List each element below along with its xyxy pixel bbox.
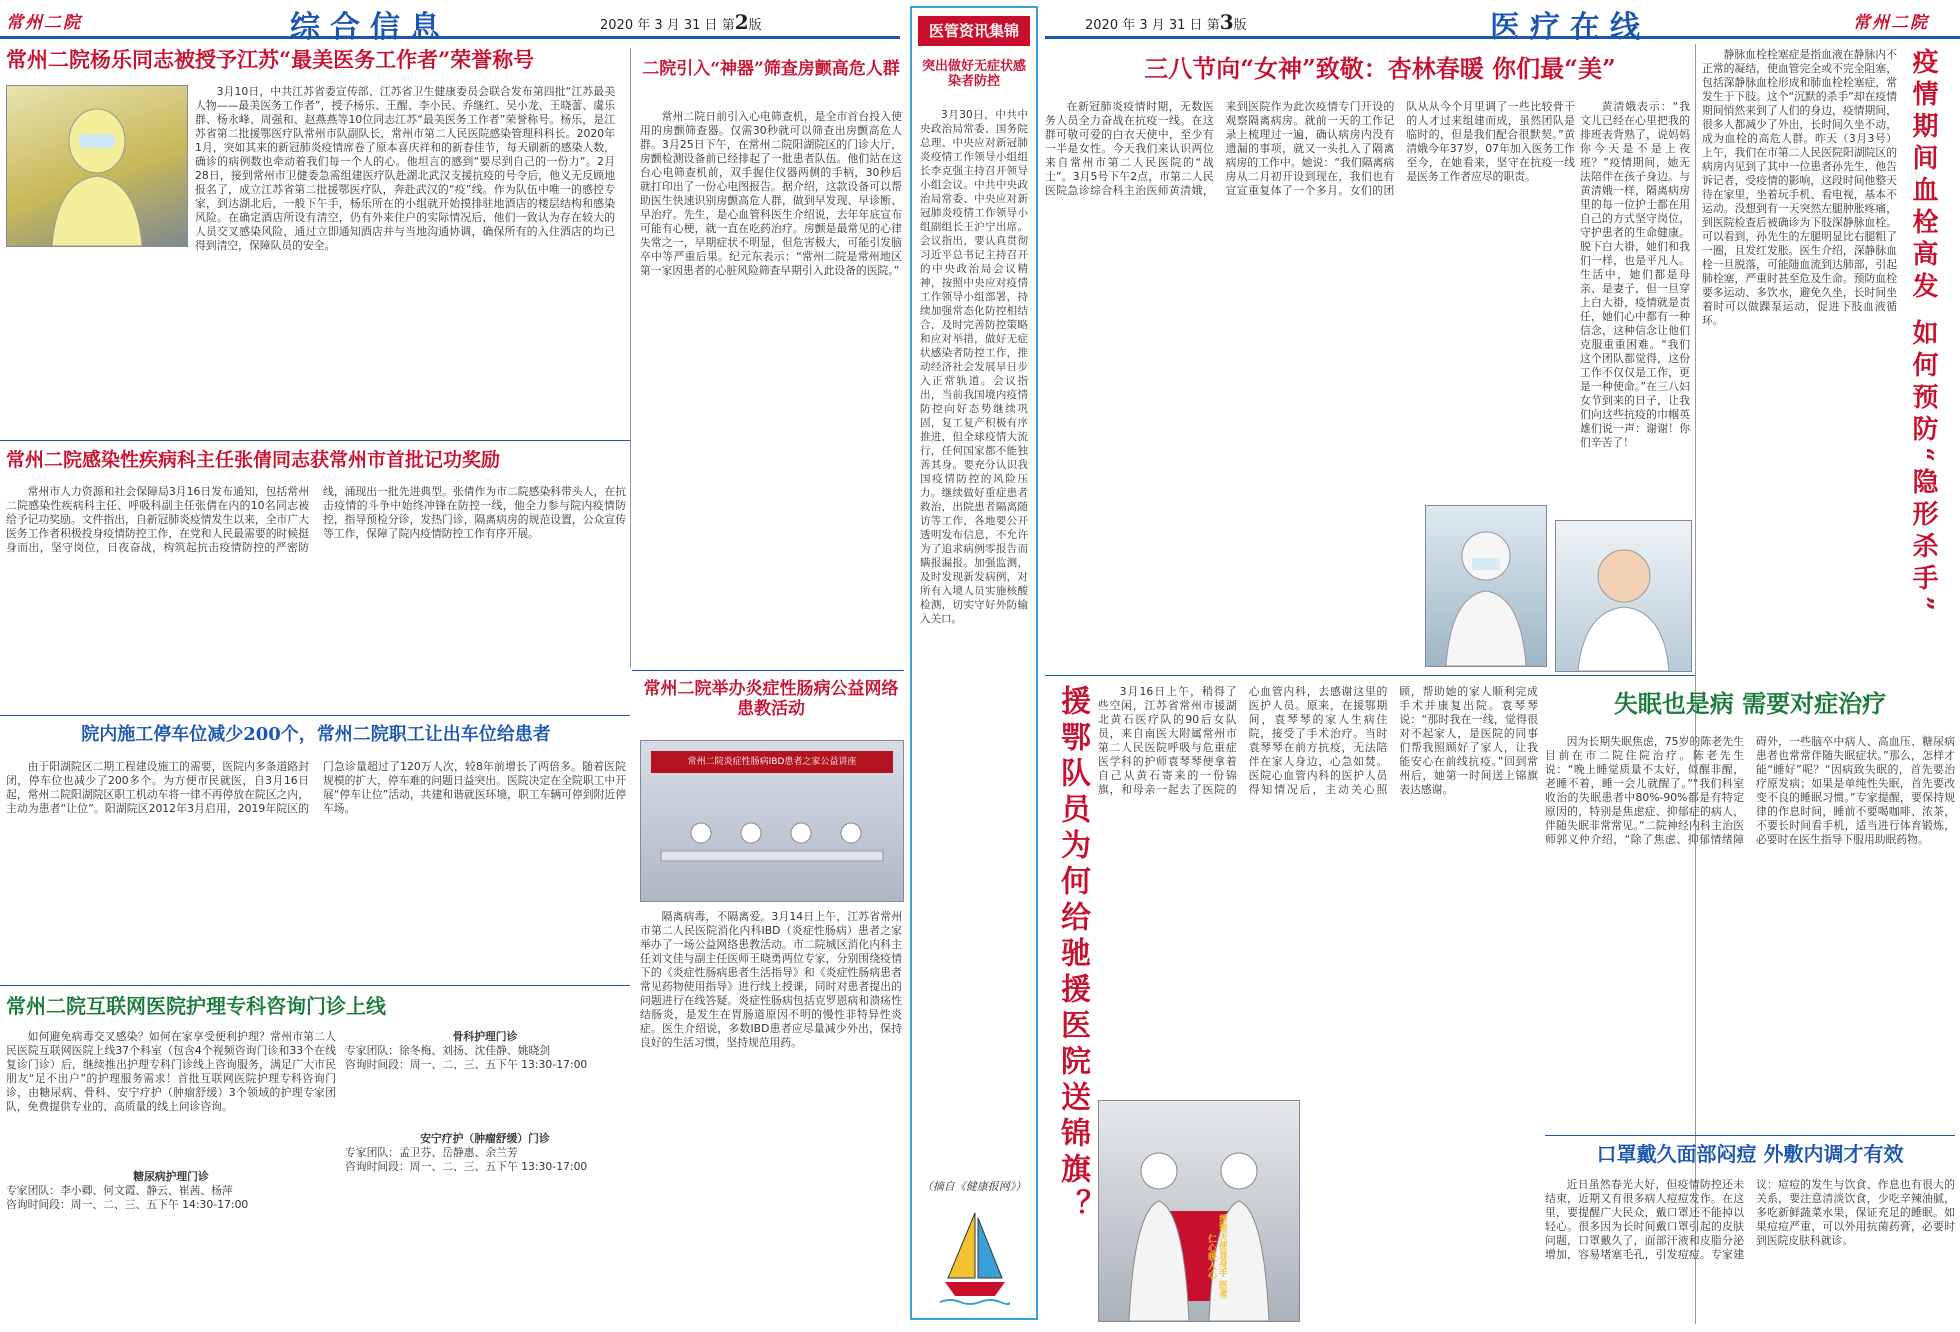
article3-headline: 院内施工停车位减少200个，常州二院职工让出车位给患者 <box>81 724 551 745</box>
page3-header-rule <box>1045 36 1960 39</box>
page3-col-rule <box>1695 44 1696 1324</box>
page2-col-rule-1 <box>630 48 631 668</box>
article6-top-rule <box>632 670 904 671</box>
article2-top-rule <box>0 440 630 441</box>
article8-photo-banner: 援鄂天使显身手 医者仁心暖人心 <box>1206 1213 1227 1299</box>
article10-headline: 口罩戴久面部闷痘 外敷内调才有效 <box>1596 1142 1904 1166</box>
page3-header <box>1045 0 1960 45</box>
article7-body-2: 黄清娥表示：“我文儿已经在心里把我的排班表背熟了，说妈妈你今天是不是上夜班？”疫情期间，她无法陪伴在孩子身边。与黄清娥一样，隔离病房里的每一位护士都在用自己的方式坚守岗位，守护患者的生命健康。脱下白大褂，她们和我们一样，也是平凡人。生活中，她们都是母亲、是妻子，但一旦穿上白大褂，疫情就是责任，她们心中都有一种信念，这种信念让他们克服重重困难。“我们这个团队都觉得，这份工作不仅仅是工作，更是一种使命。”在三八妇女节到来的日子，让我们向这些抗疫的巾帼英雄们说一声：谢谢！你们辛苦了！ <box>1580 100 1690 449</box>
article4-top-rule <box>0 985 630 986</box>
person-in-protective-suit-icon <box>7 86 187 246</box>
article11-vertical-headline: 疫情期间血栓高发 如何预防“隐形杀手” <box>1908 48 1938 617</box>
article9-body: 因为长期失眠焦虑，75岁的陈老先生目前在市二院住院治疗。陈老先生说：“晚上睡觉质量不太好，似醒非醒，老睡不着，睡一会儿就醒了。”“我们科室收治的失眠患者中80%-90%都是有特定原因的，特别是焦虑症、抑郁症的病人，伴随失眠非常常见。”二院神经内科主治医师郭义仲介绍，“除了焦虑、抑郁情绪障碍外，一些脑卒中病人、高血压、糖尿病患者也常常伴随失眠症状。”那么，怎样才能“睡好”呢？“因病致失眠的，首先要治疗原发病；如果是单纯性失眠，首先要改变不良的睡眠习惯。”专家提醒，要保持规律的作息时间，睡前不要喝咖啡、浓茶，不要长时间看手机，适当进行体育锻炼，必要时在医生指导下服用助眠药物。 <box>1545 735 1955 846</box>
middle-credit: （摘自《健康报网》） <box>921 1180 1027 1193</box>
page2-header <box>0 0 900 45</box>
article8-photo <box>1098 1100 1300 1322</box>
article8-vertical-headline: 援鄂队员为何给驰援医院送锦旗？ <box>1055 685 1090 1225</box>
page3-section-title: 医疗在线 <box>1490 10 1650 45</box>
article7-photo-1 <box>1425 505 1547 667</box>
clinic-list <box>6 1170 336 1320</box>
clinic-1-time: 咨询时间段：周一、二、三、五下午 14:30-17:00 <box>6 1198 249 1211</box>
article1-photo <box>6 85 188 247</box>
article5-body: 常州二院日前引入心电筛查机，是全市首台投入使用的房颤筛查器。仅需30秒就可以筛查出房颤高危人群。3月25日下午，在常州二院阳湖院区的门诊大厅，房颤检测设备前已经排起了一批患者队伍。他们站在这台心电筛查机前，双手握住仪器两侧的手柄，30秒后就打印出了一份心电图报告。据介绍，这款设备可以帮助医生快速识别房颤高危人群，做到早发现、早诊断、早治疗。先生，是心血管科医生介绍说，去年年底宣布可能有心梗，就一直在吃药治疗。房颤是最常见的心律失常之一，早期症状不明显，但危害极大，可能引发脑卒中等严重后果。纪元东表示：“常州二院是常州地区第一家因患者的心脏风险筛查早期引入此设备的医院。” <box>640 110 902 277</box>
article2-body: 常州市人力资源和社会保障局3月16日发布通知，包括常州二院感染性疾病科主任、呼吸科副主任张倩在内的10名同志被给予记功奖励。文件指出，自新冠肺炎疫情发生以来，全市广大医务工作者积极投身疫情防控工作，在党和人民最需要的时候挺身而出，坚守岗位，日夜奋战，构筑起抗击疫情防控的严密防线，涌现出一批先进典型。张倩作为市二院感染科带头人，在抗击疫情的斗争中始终冲锋在防控一线，他全力参与院内疫情防控，指导预检分诊，发热门诊，隔离病房的规范设置，公众宣传等工作，保障了院内疫情防控工作有序开展。 <box>6 485 626 554</box>
clinic-3-experts: 专家团队：孟卫芬、岳静惠、余兰芳 <box>345 1146 518 1159</box>
article7-photo-2 <box>1555 520 1692 672</box>
article10-body: 近日虽然春光大好，但疫情防控还未结束，近期又有很多病人痘痘发作。在这里，要提醒广大民众，戴口罩还不能掉以轻心。很多因为长时间戴口罩引起的皮肤问题，口罩戴久了，面部汗液和皮脂分泌增加，容易堵塞毛孔，引发痘痘。专家建议：痘痘的发生与饮食、作息也有很大的关系，要注意清淡饮食，少吃辛辣油腻，多吃新鲜蔬菜水果，保证充足的睡眠。如果痘痘严重，可以外用抗菌药膏，必要时到医院皮肤科就诊。 <box>1545 1178 1955 1261</box>
article9-headline: 失眠也是病 需要对症治疗 <box>1613 689 1887 718</box>
page3-page-suffix: 版 <box>1233 18 1247 33</box>
article8-body: 3月16日上午，稍得了些空闲，江苏省常州市援湖北黄石医疗队的90后女队员，来自南医大附属常州市第二人民医院呼吸与危重症医学科的护师袁琴琴便拿着自己从黄石寄来的一份锦旗，和母亲一起去了医院的心血管内科，去感谢这里的医护人员。原来，在援鄂期间，袁琴琴的家人生病住院，接受了手术治疗。当时袁琴琴在前方抗疫，无法陪伴在家人身边，心急如焚。医院心血管内科的医护人员得知情况后，主动关心照顾，帮助她的家人顺利完成手术并康复出院。袁琴琴说：“那时我在一线，觉得很对不起家人，是医院的同事们帮我照顾好了家人，让我能安心在前线抗疫。”回到常州后，她第一时间送上锦旗表达感谢。 <box>1098 685 1538 796</box>
middle-subtitle: 突出做好无症状感染者防控 <box>921 59 1026 89</box>
article1-body: 3月10日，中共江苏省委宣传部、江苏省卫生健康委员会联合发布第四批“江苏最美人物——最美医务工作者”，授予杨乐、王醒、李小民、乔继红、吴小龙、王晓蕾、虞乐群、杨永峰、周强和、赵燕燕等10位同志江苏“最美医务工作者”荣誉称号。杨乐，是江苏省第二批援鄂医疗队常州市队副队长，常州市第二人民医院感染管理科科长。2020年1月，突如其来的新冠肺炎疫情席卷了原本喜庆祥和的新春佳节，每天刷新的感染人数，确诊的病例数也牵动着我们每一个人的心。他坦言的感到“要尽到自己的一份力”。2月28日，接到常州市卫健委急需组建医疗队赴湖北武汉支援抗疫的号令后，他义无反顾地报名了，成立江苏省第二批援鄂医疗队，奔赴武汉的“疫”线。作为队伍中唯一的感控专家，到达湖北后，一般下午手，杨乐所在的小组就开始摸排驻地酒店的楼层结构和感染风险。在确定酒店所设有清空，仍有外来住户的实际情况后，他们一致认为存在较大的人员交叉感染风险，通过立即通知酒店并与当地沟通协调，确保所有的入住酒店的均已得到清空，保障队员的安全。 <box>195 85 615 252</box>
page2-page-prefix: 第 <box>721 18 735 33</box>
page2-date: 2020 年 3 月 31 日 <box>600 18 718 33</box>
page2-brand: 常州二院 <box>6 13 82 33</box>
clinic-2-experts: 专家团队：徐冬梅、刘扬、沈佳静、姚晓剑 <box>345 1044 551 1057</box>
clinic-3-name: 安宁疗护（肿瘤舒缓）门诊 <box>420 1132 550 1145</box>
page2-section-title: 综合信息 <box>290 10 450 45</box>
article5-headline: 二院引入“神器”筛查房颤高危人群 <box>642 59 900 79</box>
middle-body: 3月30日，中共中央政治局常委、国务院总理、中央应对新冠肺炎疫情工作领导小组组长李克强主持召开领导小组会议。中共中央政治局常委、中央应对新冠肺炎疫情工作领导小组副组长王沪宁出席。会议指出，要认真贯彻习近平总书记主持召开的中央政治局会议精神，按照中央应对疫情工作领导小组部署，持续加强常态化防控相结合，及时完善防控策略和应对举措，做好无症状感染者防控工作，推动经济社会发展早日步入正常轨道。会议指出，当前我国境内疫情防控向好态势继续巩固，复工复产积极有序推进，但全球疫情大流行，任何国家都不能独善其身。要充分认识我国疫情防控的风险压力。继续做好重症患者救治，出院患者隔离随访等工作，各地要公开透明发布信息，不允许为了追求病例零报告而瞒报漏报。加强监测，及时发现新发病例，对所有入境人员实施核酸检测，切实守好外防输入关口。 <box>920 109 1028 625</box>
article7-body: 在新冠肺炎疫情时期，无数医务人员全力奋战在抗疫一线。在这群可敬可爱的白衣天使中，至少有一半是女性。今天我们来认识两位来自常州市第二人民医院的“战士”。3月5号下午2点，市第二人民医院急诊综合科主治医师黄清娥，来到医院作为此次疫情专门开设的观察隔离病房。就前一天的工作记录上梳理过一遍，确认病房内没有遗漏的事项，就又一头扎入了隔离病房的工作中。她说：“我们隔离病房从二月初开设到现在，我们也有宣宣重复体了一个多月。女们的团队从从今个月里调了一些比较骨干的人才过来组建而成，虽然团队是临时的，但是我们配合很默契。”黄清娥今年37岁，07年加入医务工作至今，在她看来，坚守在抗疫一线是医务工作者应尽的职责。 <box>1045 100 1575 197</box>
page3-dateline <box>1085 10 1247 34</box>
article8-top-rule <box>1045 675 1695 676</box>
page2-page-number: 2 <box>734 10 749 34</box>
clinic-2-time: 咨询时间段：周一、二、三、五下午 13:30-17:00 <box>345 1058 588 1071</box>
page3-date: 2020 年 3 月 31 日 <box>1085 18 1203 33</box>
page2-page-suffix: 版 <box>748 18 762 33</box>
clinic-list-2 <box>345 1030 625 1320</box>
nurse-with-mask-icon <box>1426 506 1546 666</box>
article1-headline: 常州二院杨乐同志被授予江苏“最美医务工作者”荣誉称号 <box>6 47 535 72</box>
page3-page-prefix: 第 <box>1206 18 1220 33</box>
page3-page-number: 3 <box>1219 10 1234 34</box>
meeting-room-icon <box>641 781 903 901</box>
article3-body: 由于阳湖院区二期工程建设施工的需要，医院内多条道路封闭，停车位也减少了200多个。为方便市民就医，自3月16日起，常州二院阳湖院区职工机动车将一律不再停放在院区之内，主动为患者“让位”。阳湖院区2012年3月启用，2019年院区的门急诊量超过了120万人次，较8年前增长了两倍多。随着医院规模的扩大，停车难的问题日益突出。医院决定在全院职工中开展“停车让位”活动，共建和谐就医环境，职工车辆可停到附近停车场。 <box>6 760 626 815</box>
clinic-1-name: 糖尿病护理门诊 <box>133 1170 209 1183</box>
article7-headline: 三八节向“女神”致敬：杏林春暖 你们最“美” <box>1144 54 1616 83</box>
article11-body: 静脉血栓栓塞症是指血液在静脉内不正常的凝结，使血管完全或不完全阻塞，包括深静脉血栓形成和肺血栓栓塞症，常发生于下肢。这个“沉默的杀手”却在疫情期间悄然来到了人们的身边，疫情期间，很多人都减少了外出，长时间久坐不动，成为血栓的高危人群。昨天（3月3号）上午，我们在市第二人民医院阳湖院区的病房内见到了其中一位患者孙先生，他告诉记者，受疫情的影响，这段时间他整天待在家里，坐着玩手机、看电视，基本不运动。没想到有一天突然左腿肿胀疼痛，到医院检查后被确诊为下肢深静脉血栓。可以看到，孙先生的左腿明显比右腿粗了一圈，且发红发胀。医生介绍，深静脉血栓一旦脱落，可能随血流到达肺部，引起肺栓塞，严重时甚至危及生命。预防血栓要多运动、多饮水，避免久坐，长时间坐着时可以做踝泵运动，促进下肢血液循环。 <box>1702 48 1897 327</box>
middle-box-title: 医管资讯集锦 <box>918 16 1030 46</box>
nurse-portrait-icon <box>1556 521 1691 671</box>
article6-photo <box>640 740 904 902</box>
page3-brand: 常州二院 <box>1853 13 1929 33</box>
sailboat-icon <box>940 1208 1010 1308</box>
clinic-2-name: 骨科护理门诊 <box>452 1030 518 1043</box>
clinic-1-experts: 专家团队：李小卿、何文霞、静云、崔茜、杨萍 <box>6 1184 233 1197</box>
article10-top-rule <box>1545 1135 1955 1136</box>
clinic-3-time: 咨询时间段：周一、二、三、五下午 13:30-17:00 <box>345 1160 588 1173</box>
page2-header-rule <box>0 36 900 39</box>
article6-photo-banner: 常州二院炎症性肠病IBD患者之家公益讲座 <box>651 751 893 773</box>
page2-dateline <box>600 10 762 34</box>
article3-top-rule <box>0 715 630 716</box>
article4-body: 如何避免病毒交叉感染？如何在家享受便利护理？常州市第二人民医院互联网医院上线37个科室（包含4个视频咨询门诊和33个在线复诊门诊）后，继续推出护理专科门诊线上咨询服务，满足广大市民朋友“足不出户”的护理服务需求！首批互联网医院护理专科咨询门诊，由糖尿病、骨科、安宁疗护（肿瘤舒缓）3个领域的护理专家团队，免费提供专业的、高质量的线上问诊咨询。 <box>6 1030 336 1113</box>
middle-news-box <box>910 6 1038 1320</box>
article2-headline: 常州二院感染性疾病科主任张倩同志获常州市首批记功奖励 <box>6 449 501 471</box>
article6-headline: 常州二院举办炎症性肠病公益网络患教活动 <box>643 679 899 719</box>
article4-headline: 常州二院互联网医院护理专科咨询门诊上线 <box>6 994 386 1018</box>
article6-body: 隔离病毒，不隔离爱。3月14日上午，江苏省常州市第二人民医院消化内科IBD（炎症性肠病）患者之家举办了一场公益网络患教活动。市二院城区消化内科主任刘文佳与副主任医师王晓勇两位专家，分别围绕疫情下的《炎症性肠病患者生活指导》和《炎症性肠病患者常见药物使用指导》进行线上授课，同时对患者提出的问题进行在线答疑。炎症性肠病包括克罗恩病和溃疡性结肠炎，是发生在胃肠道原因不明的慢性非特异性炎症。医生介绍说，多数IBD患者应尽量减少外出，保持良好的生活习惯，坚持规范用药。 <box>640 910 902 1049</box>
